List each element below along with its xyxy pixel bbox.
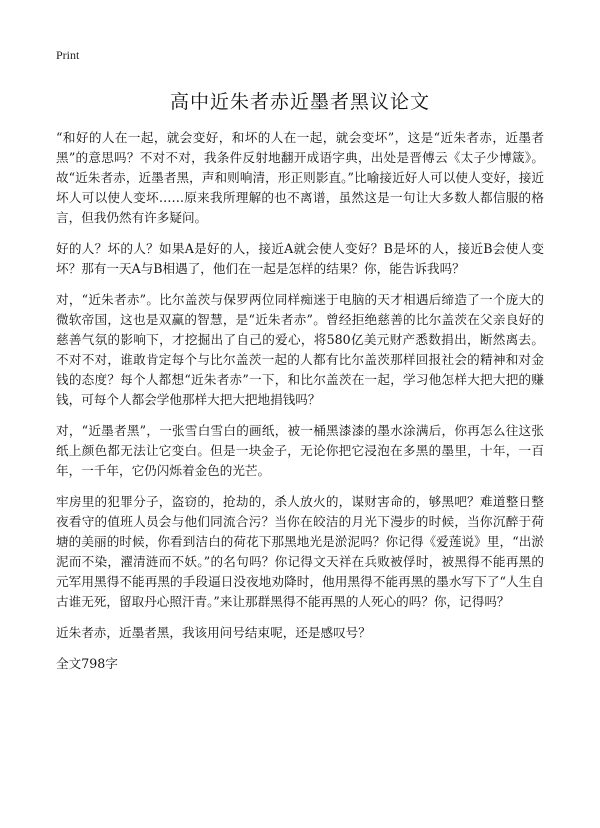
paragraph-6: 近朱者赤，近墨者黑，我该用问号结束呢，还是感叹号？ [56,625,371,640]
paragraph-2: 好的人？坏的人？如果A是好的人，接近A就会使人变好？B是坏的人，接近B会使人变坏？那有一天A与B相遇了，他们在一起是怎样的结果？你，能告诉我吗？ [56,241,544,276]
print-link[interactable]: Print [56,48,80,62]
article-title: 高中近朱者赤近墨者黑议论文 [169,91,430,113]
word-count: 全文798字 [56,656,118,671]
paragraph-5: 牢房里的犯罪分子，盗窃的，抢劫的，杀人放火的，谋财害命的，够黑吧？难道整日整夜看守的值班人员会与他们同流合污？当你在皎洁的月光下漫步的时候，当你沉醉于荷塘的美丽的时候，你看到洁白的荷花下那黑地光是淤泥吗？你记得《爱莲说》里，“出淤泥而不染，濯清涟而不妖。”的名句吗？你记得文天祥在兵败被俘时，被黑得不能再黑的元军用黑得不能再黑的手段逼日没夜地劝降时，他用黑得不能再黑的墨水写下了“人生自古谁无死，留取丹心照汗青。”来让那群黑得不能再黑的人死心的吗？你，记得吗？ [56,494,544,609]
paragraph-1: “和好的人在一起，就会变好，和坏的人在一起，就会变坏”，这是“近朱者赤，近墨者黑”的意思吗？不对不对，我条件反射地翻开成语字典，出处是晋傅云《太子少博箴》。故“近朱者赤，近墨者黑，声和则响清，形正则影直。”比喻接近好人可以使人变好，接近坏人可以使人变坏……原来我所理解的也不离谱，虽然这是一句让大多数人都信服的格言，但我仍然有许多疑问。 [56,130,544,225]
paragraph-4: 对，“近墨者黑”，一张雪白雪白的画纸，被一桶黑漆漆的墨水涂满后，你再怎么往这张纸上颜色都无法让它变白。但是一块金子，无论你把它浸泡在多黑的墨里，十年，一百年，一千年，它仍闪烁着金色的光芒。 [56,423,544,478]
paragraph-3: 对，“近朱者赤”。比尔盖茨与保罗两位同样痴迷于电脑的天才相遇后缔造了一个庞大的微软帝国，这也是双赢的智慧，是“近朱者赤”。曾经拒绝慈善的比尔盖茨在父亲良好的慈善气氛的影响下，才挖掘出了自己的爱心，将580亿美元财产悉数捐出，断然离去。不对不对，谁敢肯定每个与比尔盖茨一起的人都有比尔盖茨那样回报社会的精神和对金钱的态度？每个人都想“近朱者赤”一下，和比尔盖茨在一起，学习他怎样大把大把的赚钱，可每个人都会学他那样大把大把地捐钱吗？ [56,292,544,407]
